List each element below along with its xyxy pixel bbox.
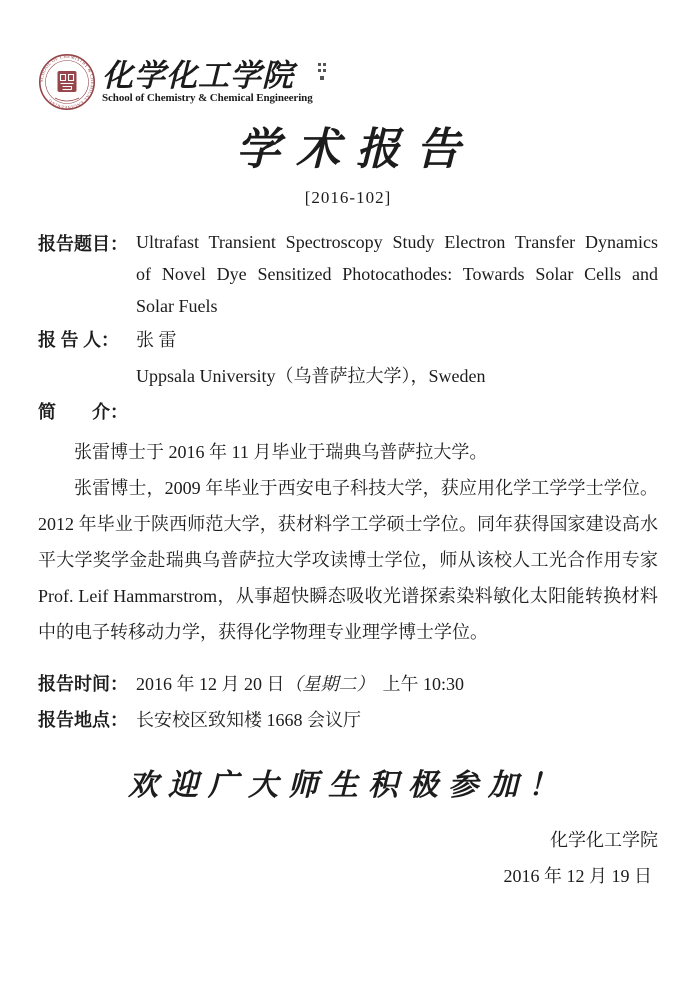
topic-value [136, 226, 658, 322]
announcement-number: [2016-102] [304, 188, 392, 207]
intro-paragraphs [38, 434, 658, 650]
topic-line: of Novel Dye Sensitized Photocathodes: Towards Solar Cells and [136, 264, 658, 284]
topic-label: 报告题目： [38, 234, 128, 254]
welcome-banner: 欢迎广大师生积极参加！ [128, 769, 568, 802]
school-seal-icon [38, 53, 96, 111]
time-value [136, 666, 658, 702]
calligraphy-inscription-mark [318, 62, 327, 84]
signature-block [38, 822, 658, 894]
signature-organization: 化学化工学院 [550, 830, 658, 850]
seal-ring-text: SCHOOL OF CHEMISTRY & CHEMICAL ENGINEERING [38, 53, 96, 111]
venue-row [38, 702, 658, 738]
time-date: 2016 年 12 月 20 日 [136, 674, 285, 694]
speaker-row [38, 322, 658, 394]
time-weekday: （星期二） [284, 674, 375, 694]
intro-label-row [38, 394, 658, 430]
speaker-value [136, 322, 658, 394]
intro-paragraph: 张雷博士，2009 年毕业于西安电子科技大学，获应用化学工学学士学位。2012 年毕业于陕西师范大学，获材料学工学硕士学位。同年获得国家建设高水平大学奖学金赴瑞典乌普萨拉大学攻读博士学位，师从该校人工光合作用专家 Prof. Leif Hammarstrom，从事超快瞬态吸收光谱探索染料敏化太阳能转换材料中的电子转移动力学，获得化学物理专业理学博士学位。 [38, 478, 658, 642]
time-clock: 上午 10:30 [382, 674, 465, 694]
speaker-affiliation: Uppsala University（乌普萨拉大学），Sweden [136, 366, 486, 386]
time-row [38, 666, 658, 702]
intro-label: 简 介： [38, 402, 128, 422]
school-logo-text [102, 57, 313, 105]
venue-value: 长安校区致知楼 1668 会议厅 [136, 710, 361, 730]
topic-line: Solar Fuels [136, 296, 218, 316]
topic-line: Ultrafast Transient Spectroscopy Study Electron Transfer Dynamics [136, 232, 658, 252]
topic-row [38, 226, 658, 322]
speaker-label: 报 告 人： [38, 330, 119, 350]
page-title: 学术报告 [236, 125, 476, 174]
time-label: 报告时间： [38, 674, 128, 694]
school-name-english: School of Chemistry & Chemical Engineering [102, 91, 313, 104]
signature-date: 2016 年 12 月 19 日 [503, 866, 652, 886]
intro-paragraph: 张雷博士于 2016 年 11 月毕业于瑞典乌普萨拉大学。 [74, 442, 488, 462]
speaker-name: 张 雷 [136, 330, 177, 350]
school-name-chinese: 化学化工学院 [102, 57, 294, 93]
venue-label: 报告地点： [38, 710, 128, 730]
school-logo-header [38, 52, 658, 112]
